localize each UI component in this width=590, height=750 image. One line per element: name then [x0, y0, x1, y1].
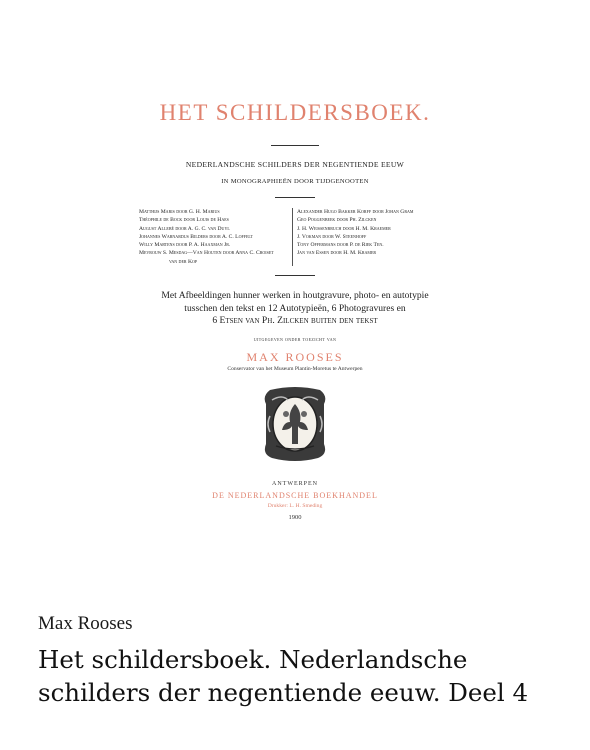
illustrations-description — [0, 290, 590, 328]
monograph-entry: Tony Offermans door P. de Riek Ten. — [297, 242, 384, 249]
cover-subtitle-1: NEDERLANDSCHE SCHILDERS DER NEGENTIENDE EEUW — [185, 160, 405, 169]
monograph-entry: Jan van Essen door H. M. Kramer — [297, 250, 377, 257]
description-line: 6 Etsen van Ph. Zilcken buiten den tekst — [212, 315, 378, 326]
monograph-entry: Matthijs Maris door G. H. Marius — [139, 209, 220, 215]
cover-main-title: HET SCHILDERSBOEK. — [159, 100, 431, 125]
editor-role: Conservator van het Museum Plantin-Moretus te Antwerpen — [227, 366, 363, 372]
publication-city: ANTWERPEN — [272, 481, 318, 487]
list-rule — [275, 275, 315, 276]
monograph-entry: Alexander Hugo Bakker Korff door Johan Gram — [297, 209, 414, 215]
monograph-entry: Willy Martens door P. A. Haaxman Jr. — [139, 242, 231, 249]
title-rule — [271, 145, 319, 146]
cover-subtitle-2: IN MONOGRAPHIEËN DOOR TIJDGENOOTEN — [221, 178, 369, 185]
monograph-entry: J. H. Weissenbruch door H. M. Kraemer — [297, 225, 391, 232]
monograph-entry: August Allebé door A. G. C. van Duyl — [139, 225, 230, 232]
book-author: Max Rooses — [38, 613, 133, 634]
monograph-entry: Mevrouw S. Mesdag—Van Houten door Anna C. Croiset — [139, 250, 274, 257]
subtitle-rule — [275, 197, 315, 198]
monograph-list-left — [139, 208, 274, 266]
editor-name: MAX ROOSES — [246, 350, 344, 364]
monograph-entry: J. Vokman door W. Steenhoff — [297, 233, 367, 240]
description-line: Met Afbeeldingen hunner werken in houtgravure, photo- en autotypie — [161, 290, 429, 301]
printer-name: Drukker: L. H. Smeding — [267, 503, 323, 509]
publication-year: 1900 — [288, 514, 302, 521]
monograph-entry-continuation: van der Kop — [169, 258, 198, 265]
column-divider — [292, 208, 293, 266]
book-title: Het schildersboek. Nederlandsche schilders der negentiende eeuw. Deel 4 — [38, 645, 529, 707]
monograph-entry: Geo Poggenbeek door Ph. Zilcken — [297, 217, 377, 224]
monograph-entry: Johannes Warnardus Bilders door A. C. Loffelt — [139, 233, 253, 240]
editor-intro: uitgegeven onder toezicht van — [253, 337, 337, 343]
monograph-list-right — [297, 208, 413, 258]
description-line: tusschen den tekst en 12 Autotypieën, 6 Photogravures en — [184, 302, 406, 314]
printer-device-emblem-icon — [262, 386, 328, 466]
monograph-entry: Théophile de Bock door Louis de Haes — [139, 217, 229, 224]
publisher-name: DE NEDERLANDSCHE BOEKHANDEL — [212, 491, 378, 500]
